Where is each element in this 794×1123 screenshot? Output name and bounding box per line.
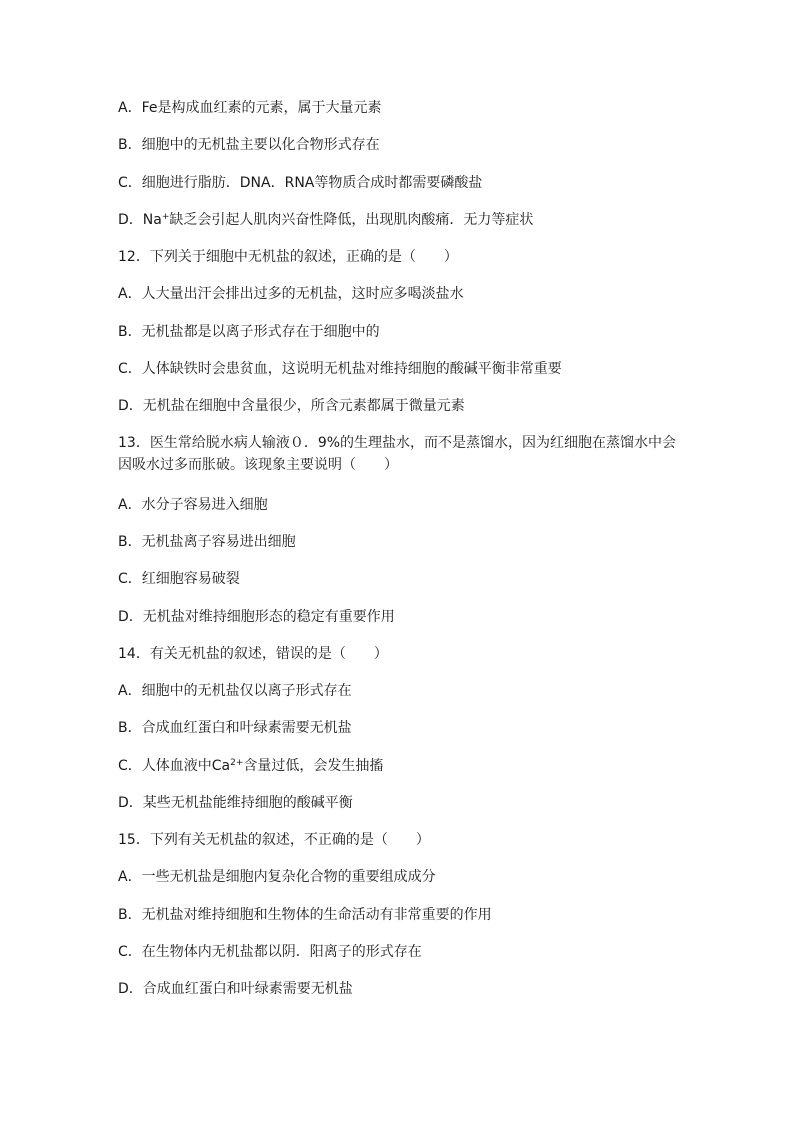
- q14-option-b: B．合成血红蛋白和叶绿素需要无机盐: [118, 720, 352, 736]
- q13-option-a: A．水分子容易进入细胞: [118, 497, 268, 513]
- q11-option-d-suffix: 缺乏会引起人肌肉兴奋性降低，出现肌肉酸痛．无力等症状: [169, 212, 534, 228]
- q14-option-c-prefix: C．人体血液中Ca: [118, 758, 231, 774]
- q12-option-b: B．无机盐都是以离子形式存在于细胞中的: [118, 324, 380, 340]
- q14-option-d: D．某些无机盐能维持细胞的酸碱平衡: [118, 795, 353, 811]
- q14-option-a: A．细胞中的无机盐仅以离子形式存在: [118, 683, 352, 699]
- q12-stem: 12．下列关于细胞中无机盐的叙述，正确的是（ ）: [118, 249, 458, 265]
- q13-option-d: D．无机盐对维持细胞形态的稳定有重要作用: [118, 609, 395, 625]
- q14-option-c-suffix: 含量过低，会发生抽搐: [243, 758, 384, 774]
- q11-option-a: A．Fe是构成血红素的元素，属于大量元素: [118, 100, 382, 116]
- q12-option-a: A．人大量出汗会排出过多的无机盐，这时应多喝淡盐水: [118, 286, 464, 302]
- sodium-charge: +: [161, 212, 170, 222]
- q11-option-c: C．细胞进行脂肪．DNA．RNA等物质合成时都需要磷酸盐: [118, 175, 483, 191]
- q11-option-b: B．细胞中的无机盐主要以化合物形式存在: [118, 137, 380, 153]
- q15-stem: 15．下列有关无机盐的叙述，不正确的是（ ）: [118, 832, 430, 848]
- q11-option-d-prefix: D．Na: [118, 212, 162, 228]
- q12-option-d: D．无机盐在细胞中含量很少，所含元素都属于微量元素: [118, 398, 465, 414]
- q13-option-c: C．红细胞容易破裂: [118, 571, 240, 587]
- q12-option-c: C．人体缺铁时会患贫血，这说明无机盐对维持细胞的酸碱平衡非常重要: [118, 361, 562, 377]
- q15-option-c: C．在生物体内无机盐都以阴．阳离子的形式存在: [118, 944, 422, 960]
- q15-option-a: A．一些无机盐是细胞内复杂化合物的重要组成成分: [118, 869, 436, 885]
- q14-option-c: [118, 756, 688, 776]
- q13-stem: 13．医生常给脱水病人输液０．9%的生理盐水，而不是蒸馏水，因为红细胞在蒸馏水中会因吸水过多而胀破。该现象主要说明（ ）: [118, 435, 677, 473]
- q13-option-b: B．无机盐离子容易进出细胞: [118, 534, 296, 550]
- q14-stem: 14．有关无机盐的叙述，错误的是（ ）: [118, 646, 388, 662]
- q15-option-b: B．无机盐对维持细胞和生物体的生命活动有非常重要的作用: [118, 907, 492, 923]
- q11-option-d: [118, 210, 688, 230]
- calcium-charge: 2+: [230, 758, 244, 768]
- q15-option-d: D．合成血红蛋白和叶绿素需要无机盐: [118, 981, 353, 997]
